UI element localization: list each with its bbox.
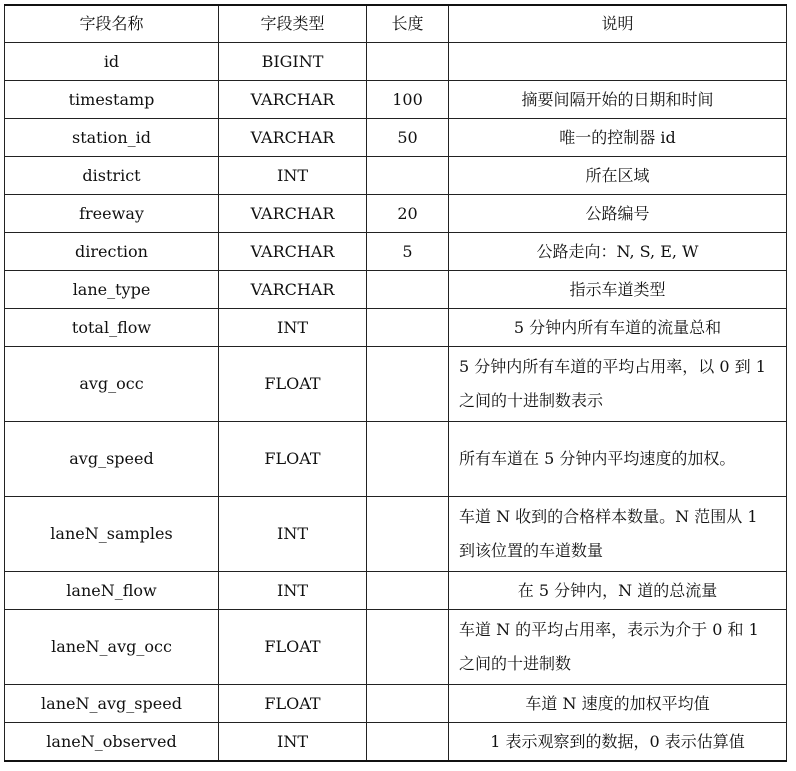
cell-description: 公路走向：N, S, E, W	[449, 233, 787, 271]
table-row	[5, 271, 787, 309]
cell-field-type: INT	[219, 309, 367, 347]
cell-field-name: laneN_observed	[5, 723, 219, 762]
table-row	[5, 572, 787, 610]
cell-field-name: id	[5, 43, 219, 81]
cell-description	[449, 43, 787, 81]
table-row	[5, 309, 787, 347]
cell-length	[367, 157, 449, 195]
cell-field-name: avg_occ	[5, 347, 219, 422]
cell-field-type: FLOAT	[219, 347, 367, 422]
cell-field-type: INT	[219, 572, 367, 610]
cell-description: 1 表示观察到的数据，0 表示估算值	[449, 723, 787, 762]
cell-field-name: laneN_avg_occ	[5, 610, 219, 685]
cell-field-type: VARCHAR	[219, 271, 367, 309]
cell-field-name: timestamp	[5, 81, 219, 119]
cell-length	[367, 43, 449, 81]
cell-length	[367, 610, 449, 685]
cell-description: 在 5 分钟内，N 道的总流量	[449, 572, 787, 610]
header-row	[5, 5, 787, 43]
cell-field-type: FLOAT	[219, 685, 367, 723]
cell-field-type: FLOAT	[219, 610, 367, 685]
table-row	[5, 347, 787, 422]
cell-field-type: INT	[219, 157, 367, 195]
cell-length	[367, 422, 449, 497]
cell-description: 唯一的控制器 id	[449, 119, 787, 157]
cell-length	[367, 347, 449, 422]
cell-field-type: VARCHAR	[219, 195, 367, 233]
cell-field-type: VARCHAR	[219, 233, 367, 271]
cell-field-name: station_id	[5, 119, 219, 157]
table-row	[5, 195, 787, 233]
table-row	[5, 723, 787, 762]
cell-field-name: avg_speed	[5, 422, 219, 497]
cell-length: 5	[367, 233, 449, 271]
cell-length	[367, 271, 449, 309]
table-header	[5, 5, 787, 43]
field-schema-table	[4, 4, 787, 762]
cell-description: 车道 N 收到的合格样本数量。N 范围从 1 到该位置的车道数量	[449, 497, 787, 572]
cell-field-name: laneN_avg_speed	[5, 685, 219, 723]
cell-field-name: laneN_samples	[5, 497, 219, 572]
cell-description: 所有车道在 5 分钟内平均速度的加权。	[449, 422, 787, 497]
cell-description: 车道 N 速度的加权平均值	[449, 685, 787, 723]
cell-description: 摘要间隔开始的日期和时间	[449, 81, 787, 119]
cell-length	[367, 572, 449, 610]
header-description: 说明	[449, 5, 787, 43]
cell-description: 指示车道类型	[449, 271, 787, 309]
cell-field-name: lane_type	[5, 271, 219, 309]
cell-field-name: district	[5, 157, 219, 195]
table-row	[5, 685, 787, 723]
table-row	[5, 497, 787, 572]
table-row	[5, 233, 787, 271]
cell-description: 公路编号	[449, 195, 787, 233]
table-row	[5, 119, 787, 157]
cell-field-type: INT	[219, 497, 367, 572]
cell-description: 所在区域	[449, 157, 787, 195]
cell-length	[367, 685, 449, 723]
cell-field-type: INT	[219, 723, 367, 762]
cell-length	[367, 723, 449, 762]
table-row	[5, 157, 787, 195]
cell-length: 20	[367, 195, 449, 233]
table-row	[5, 422, 787, 497]
header-field-name: 字段名称	[5, 5, 219, 43]
cell-length: 50	[367, 119, 449, 157]
cell-description: 5 分钟内所有车道的平均占用率，以 0 到 1 之间的十进制数表示	[449, 347, 787, 422]
cell-field-type: VARCHAR	[219, 81, 367, 119]
cell-length: 100	[367, 81, 449, 119]
cell-description: 车道 N 的平均占用率，表示为介于 0 和 1 之间的十进制数	[449, 610, 787, 685]
cell-field-name: direction	[5, 233, 219, 271]
header-length: 长度	[367, 5, 449, 43]
cell-description: 5 分钟内所有车道的流量总和	[449, 309, 787, 347]
cell-field-name: laneN_flow	[5, 572, 219, 610]
table-row	[5, 610, 787, 685]
table-row	[5, 43, 787, 81]
cell-field-type: FLOAT	[219, 422, 367, 497]
cell-field-type: VARCHAR	[219, 119, 367, 157]
header-field-type: 字段类型	[219, 5, 367, 43]
cell-length	[367, 497, 449, 572]
cell-field-name: freeway	[5, 195, 219, 233]
cell-length	[367, 309, 449, 347]
cell-field-type: BIGINT	[219, 43, 367, 81]
table-row	[5, 81, 787, 119]
cell-field-name: total_flow	[5, 309, 219, 347]
table-body	[5, 43, 787, 762]
